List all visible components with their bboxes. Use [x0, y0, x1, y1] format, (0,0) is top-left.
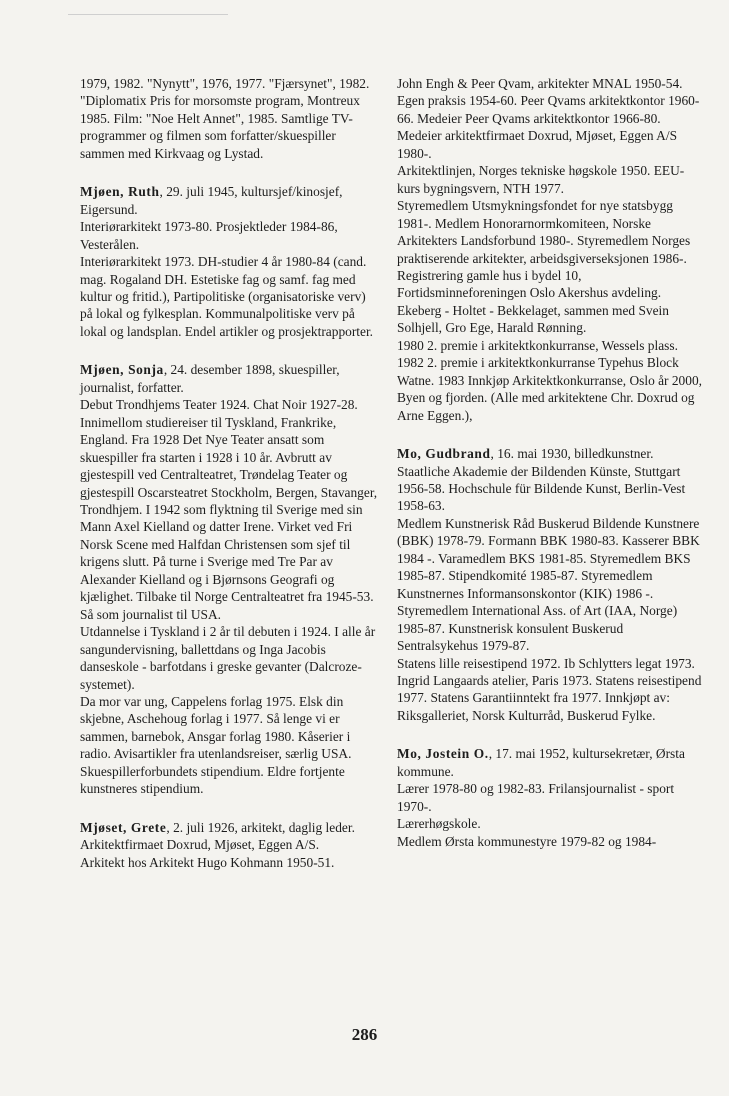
entry-name: Mjøset, Grete	[80, 819, 167, 835]
entry-paragraph: Da mor var ung, Cappelens forlag 1975. Elsk din skjebne, Aschehoug forlag i 1977. Så lenge vi er sammen, barnebok, Ansgar forlag 1980. Kåserier i radio. Avisartikler fra utenlandsreiser, særlig USA.	[80, 693, 352, 762]
entry-heading-paragraph	[397, 745, 707, 780]
entry-paragraph: 1980 2. premie i arkitektkonkurranse, Wessels plass. 1982 2. premie i arkitektkonkurranse Typehus Block Watne. 1983 Innkjøp Arkitektkonkurranse, Oslo år 2000, Byen og fjorden. (Alle med arkitektene Chr. Doxrud og Arne Eggen.),	[397, 337, 702, 423]
entry-paragraph: Utdannelse i Tyskland i 2 år til debuten i 1924. I alle år sangundervisning, ballettdans og Inga Jacobis danseskole - barfotdans i greske gevanter (Dalcroze-systemet).	[80, 624, 376, 692]
entry-paragraph: Lærer 1978-80 og 1982-83. Frilansjournalist - sport 1970-.	[397, 781, 675, 814]
entry-paragraph: Medlem Ørsta kommunestyre 1979-82 og 1984-	[397, 833, 657, 849]
entry-paragraph: Interiørarkitekt 1973. DH-studier 4 år 1980-84 (cand. mag. Rogaland DH. Estetiske fag og samf. fag med kultur og fritid.), Partipolitiske (organisatoriske verv) på lokal og fylkesplan. Kommunalpolitiske verv på lokal og landsplan. Endel artikler og prosjektrapporter.	[80, 254, 374, 339]
entry-intro: , 16. mai 1930, billedkunstner.	[490, 446, 654, 462]
entry-heading-paragraph	[397, 445, 707, 462]
left-column	[80, 75, 380, 892]
entry-intro: , 24. desember 1898, skuespiller, journalist, forfatter.	[80, 362, 340, 395]
entry-mjoen-sonja	[80, 361, 380, 797]
entry-mjoen-ruth	[80, 183, 380, 340]
entry-paragraph: Arkitekt hos Arkitekt Hugo Kohmann 1950-51.	[80, 854, 335, 870]
entry-paragraph: Debut Trondhjems Teater 1924. Chat Noir 1927-28. Innimellom studiereiser til Tyskland, Frankrike, England. Fra 1928 Det Nye Teater ansatt som skuespiller fra starten i 1928 i 10 år. Avbrutt av gjestespill ved Centralteatret, Trøndelag Teater og gjestespill Oscarsteatret Stockholm, Bergen, Stavanger, Trondhjem. I 1942 som flyktning til Sverige med sin Mann Axel Kielland og datter Irene. Virket ved Fri Norsk Scene med Halfdan Christensen som sjef til krigens slutt. På turne i Sverige med Tre Par av Alexander Kielland og i Bjørnsons Geografi og kjælighet. Tilbake til Norge Centralteatret fra 1945-53. Så som journalist til USA.	[80, 397, 378, 622]
entry-paragraph: Registrering gamle hus i bydel 10, Fortidsminneforeningen Oslo Akershus avdeling. Ekeberg - Holtet - Bekkelaget, sammen med Svein Solhjell, Gro Ege, Harald Rønning.	[397, 267, 669, 336]
entry-paragraph: Arkitektlinjen, Norges tekniske høgskole 1950. EEU-kurs bygningsvern, NTH 1977.	[397, 163, 685, 196]
entry-name: Mjøen, Ruth	[80, 184, 160, 200]
entry-mo-gudbrand	[397, 445, 707, 724]
entry-mjoset-grete	[80, 819, 380, 871]
entry-paragraph: Statens lille reisestipend 1972. Ib Schlytters legat 1973. Ingrid Langaards atelier, Paris 1973. Statens reisestipend 1977. Statens Garantiinntekt fra 1977. Innkjøpt av: Riksgalleriet, Norsk Kulturråd, Buskerud Fylke.	[397, 655, 702, 723]
entry-mo-jostein	[397, 745, 707, 850]
entry-paragraph: John Engh & Peer Qvam, arkitekter MNAL 1950-54. Egen praksis 1954-60. Peer Qvams arkitektkontor 1960-66. Medeier Peer Qvams arkitektkontor 1966-80. Medeier arkitektfirmaet Doxrud, Mjøset, Eggen A/S 1980-.	[397, 76, 700, 161]
entry-paragraph: Styremedlem Utsmykningsfondet for nye statsbygg 1981-. Medlem Honorarnormkomiteen, Norske Arkitekters Landsforbund 1980-. Styremedlem Norges praktiserende arkitekter, arbeidsgiverseksjonen 1986-.	[397, 198, 691, 266]
entry-paragraph: Lærerhøgskole.	[397, 816, 481, 832]
entry-heading-paragraph	[80, 183, 380, 218]
entry-paragraph: Skuespillerforbundets stipendium. Eldre fortjente kunstneres stipendium.	[80, 763, 345, 797]
entry-heading-paragraph	[80, 819, 380, 854]
entry-intro: , 29. juli 1945, kultursjef/kinosjef, Eigersund.	[80, 184, 343, 217]
entry-name: Mo, Jostein O.	[397, 746, 489, 762]
entry-name: Mjøen, Sonja	[80, 362, 164, 378]
entry-paragraph: Staatliche Akademie der Bildenden Künste, Stuttgart 1956-58. Hochschule für Bildende Kunst, Berlin-Vest 1958-63.	[397, 463, 686, 514]
entry-continuation-left	[80, 75, 380, 162]
entry-continuation-right	[397, 75, 707, 424]
entry-heading-paragraph	[80, 361, 380, 396]
right-column	[397, 75, 707, 871]
entry-name: Mo, Gudbrand	[397, 446, 491, 462]
page-number: 286	[351, 1025, 378, 1044]
entry-paragraph: Medlem Kunstnerisk Råd Buskerud Bildende Kunstnere (BBK) 1978-79. Formann BBK 1980-83. Kasserer BBK 1984 -. Varamedlem BKS 1981-85. Styremedlem BKS 1985-87. Stipendkomité 1985-87. Styremedlem Kunstnernes Informansonskontor (KIK) 1986 -. Styremedlem International Ass. of Art (IAA, Norge) 1985-87. Kunstnerisk konsulent Buskerud Sentralsykehus 1979-87.	[397, 515, 700, 654]
entry-intro: , 2. juli 1926, arkitekt, daglig leder. Arkitektfirmaet Doxrud, Mjøset, Eggen A/S.	[80, 819, 355, 853]
entry-paragraph: 1979, 1982. "Nynytt", 1976, 1977. "Fjærsynet", 1982. "Diplomatix Pris for morsomste program, Montreux 1985. Film: "Noe Helt Annet", 1985. Samtlige TV-programmer og filmen som forfatter/skuespiller sammen med Kirkvaag og Lystad.	[80, 76, 370, 161]
top-border-line	[68, 14, 228, 15]
entry-intro: , 17. mai 1952, kultursekretær, Ørsta kommune.	[397, 746, 685, 779]
entry-paragraph: Interiørarkitekt 1973-80. Prosjektleder 1984-86, Vesterålen.	[80, 219, 338, 252]
